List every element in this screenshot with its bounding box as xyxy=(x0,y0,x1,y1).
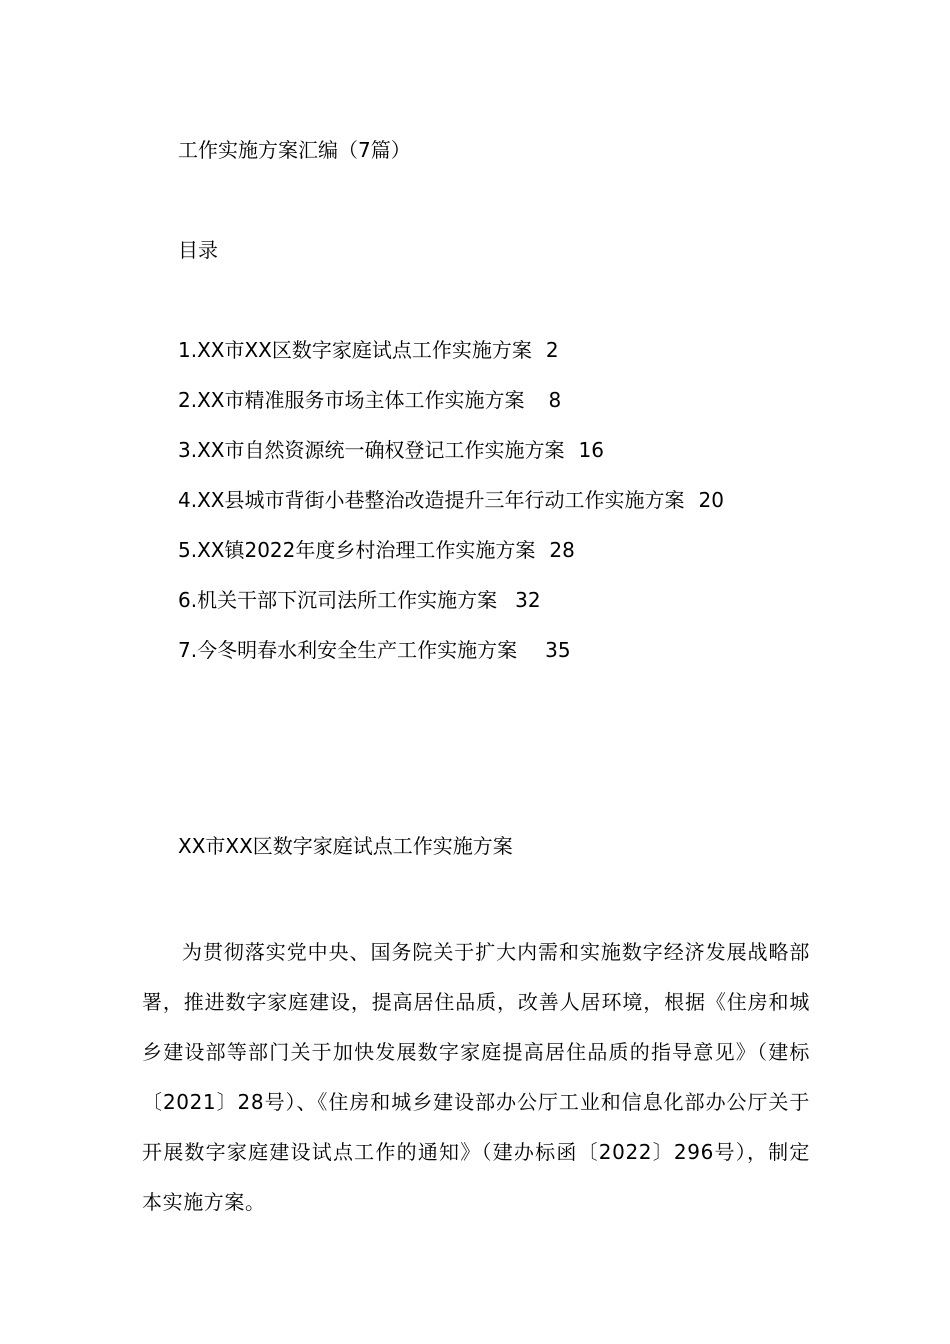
toc-entry-page: 20 xyxy=(698,488,724,512)
toc-entry[interactable] xyxy=(178,534,724,584)
toc-entry-label: 5.XX镇2022年度乡村治理工作实施方案 xyxy=(178,538,536,562)
toc-entry-page: 35 xyxy=(545,638,571,662)
table-of-contents xyxy=(178,334,724,684)
body-paragraph: 为贯彻落实党中央、国务院关于扩大内需和实施数字经济发展战略部署，推进数字家庭建设，提高居住品质，改善人居环境，根据《住房和城乡建设部等部门关于加快发展数字家庭提高居住品质的指导意见》（建标〔2021〕28号）、《住房和城乡建设部办公厅工业和信息化部办公厅关于开展数字家庭建设试点工作的通知》（建办标函〔2022〕296号），制定本实施方案。 xyxy=(142,940,810,1214)
toc-entry-label: 1.XX市XX区数字家庭试点工作实施方案 xyxy=(178,338,532,362)
toc-entry[interactable] xyxy=(178,434,724,484)
toc-entry-page: 28 xyxy=(549,538,575,562)
toc-entry[interactable] xyxy=(178,384,724,434)
toc-entry-label: 7.今冬明春水利安全生产工作实施方案 xyxy=(178,638,518,662)
toc-entry-label: 2.XX市精准服务市场主体工作实施方案 xyxy=(178,388,525,412)
section-title: XX市XX区数字家庭试点工作实施方案 xyxy=(178,834,513,858)
document-title: 工作实施方案汇编（7篇） xyxy=(178,138,411,162)
toc-entry[interactable] xyxy=(178,634,724,684)
toc-entry[interactable] xyxy=(178,484,724,534)
toc-entry[interactable] xyxy=(178,584,724,634)
toc-entry-page: 16 xyxy=(578,438,604,462)
toc-heading: 目录 xyxy=(178,238,218,262)
toc-entry-page: 2 xyxy=(545,338,559,362)
toc-entry-label: 3.XX市自然资源统一确权登记工作实施方案 xyxy=(178,438,565,462)
toc-entry-page: 32 xyxy=(515,588,541,612)
toc-entry-label: 6.机关干部下沉司法所工作实施方案 xyxy=(178,588,498,612)
toc-entry-label: 4.XX县城市背街小巷整治改造提升三年行动工作实施方案 xyxy=(178,488,685,512)
toc-entry[interactable] xyxy=(178,334,724,384)
toc-entry-page: 8 xyxy=(548,388,562,412)
